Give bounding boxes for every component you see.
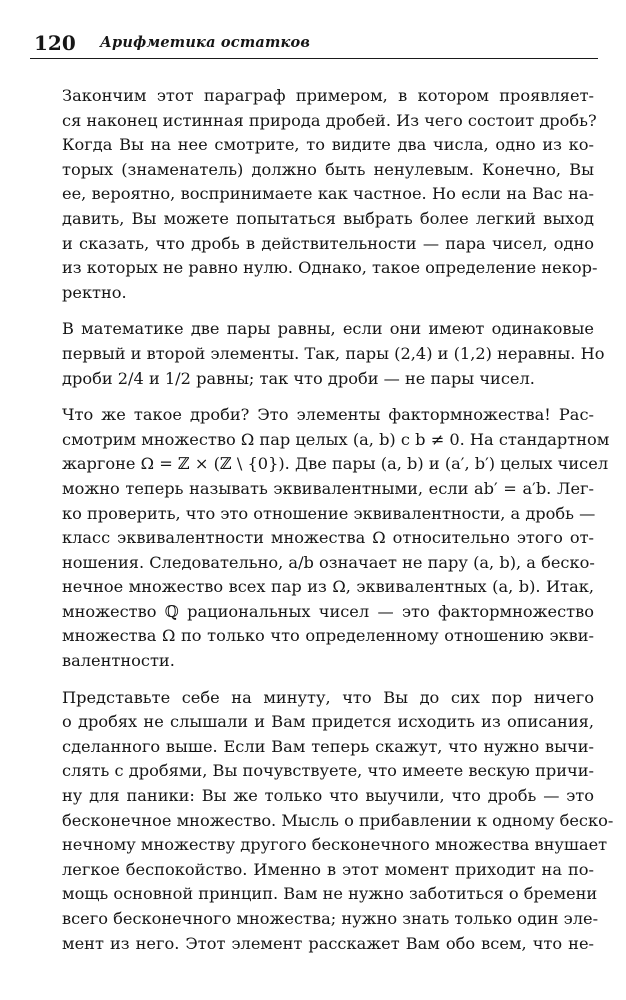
text-line: нечному множеству другого бесконечного множества внушает bbox=[62, 835, 608, 855]
text-line: всего бесконечного множества; нужно знать только один эле- bbox=[62, 909, 599, 928]
text-line: ся наконец истинная природа дробей. Из чего состоит дробь? bbox=[62, 110, 597, 130]
page-number: 120 bbox=[34, 31, 76, 55]
text-line: множества Ω по только что определенному отношению экви- bbox=[62, 626, 594, 646]
text-line: Представьте себе на минуту, что Вы до сих пор ничего bbox=[62, 687, 594, 707]
text-line: ко проверить, что это отношение эквивалентности, а дробь — bbox=[62, 503, 596, 523]
paragraph-4 bbox=[62, 686, 614, 957]
body-text bbox=[62, 84, 614, 956]
text-line: мент из него. Этот элемент расскажет Вам обо всем, что не- bbox=[62, 933, 594, 953]
text-line: о дробях не слышали и Вам придется исходить из описания, bbox=[62, 712, 594, 732]
text-line: Что же такое дроби? Это элементы фактормножества! Рас- bbox=[62, 405, 594, 425]
text-line: можно теперь называть эквивалентными, если ab′ = a′b. Лег- bbox=[62, 478, 594, 498]
text-line: ну для паники: Вы же только что выучили, что дробь — это bbox=[62, 786, 594, 806]
running-title: Арифметика остатков bbox=[100, 34, 311, 51]
text-line: ее, вероятно, воспринимаете как частное. Но если на Вас на- bbox=[62, 184, 594, 204]
text-line: и сказать, что дробь в действительности — пара чисел, одно bbox=[62, 233, 594, 253]
text-line: дроби 2/4 и 1/2 равны; так что дроби — не пары чисел. bbox=[62, 368, 535, 388]
text-line: ректно. bbox=[62, 282, 127, 302]
text-line: В математике две пары равны, если они имеют одинаковые bbox=[62, 319, 594, 339]
text-line: множество ℚ рациональных чисел — это фактормножество bbox=[62, 601, 594, 621]
text-line: первый и второй элементы. Так, пары (2,4) и (1,2) неравны. Но bbox=[62, 343, 605, 363]
text-line: сделанного выше. Если Вам теперь скажут, что нужно вычи- bbox=[62, 736, 594, 756]
text-line: бесконечное множество. Мысль о прибавлении к одному беско- bbox=[62, 810, 614, 830]
text-line: торых (знаменатель) должно быть ненулевым. Конечно, Вы bbox=[62, 159, 594, 179]
text-line: класс эквивалентности множества Ω относительно этого от- bbox=[62, 528, 594, 548]
text-line: Закончим этот параграф примером, в котором проявляет- bbox=[62, 86, 594, 105]
text-line: ношения. Следовательно, a/b означает не пару (a, b), а беско- bbox=[62, 552, 595, 572]
text-line: жаргоне Ω = ℤ × (ℤ \ {0}). Две пары (a, b) и (a′, b′) целых чисел bbox=[62, 454, 609, 474]
paragraph-3 bbox=[62, 403, 610, 674]
text-line: из которых не равно нулю. Однако, такое определение некор- bbox=[62, 258, 598, 278]
paragraph-2 bbox=[62, 317, 605, 391]
text-line: смотрим множество Ω пар целых (a, b) с b ≠ 0. На стандартном bbox=[62, 429, 610, 449]
text-line: слять с дробями, Вы почувствуете, что имеете вескую причи- bbox=[62, 761, 594, 781]
text-line: валентности. bbox=[62, 651, 175, 671]
text-line: Когда Вы на нее смотрите, то видите два числа, одно из ко- bbox=[62, 135, 594, 155]
page-header bbox=[30, 30, 598, 59]
paragraph-1 bbox=[62, 84, 598, 305]
text-line: нечное множество всех пар из Ω, эквивалентных (a, b). Итак, bbox=[62, 577, 594, 597]
text-line: давить, Вы можете попытаться выбрать более легкий выход bbox=[62, 208, 594, 228]
text-line: мощь основной принцип. Вам не нужно заботиться о бремени bbox=[62, 884, 598, 904]
text-line: легкое беспокойство. Именно в этот момент приходит на по- bbox=[62, 859, 594, 879]
